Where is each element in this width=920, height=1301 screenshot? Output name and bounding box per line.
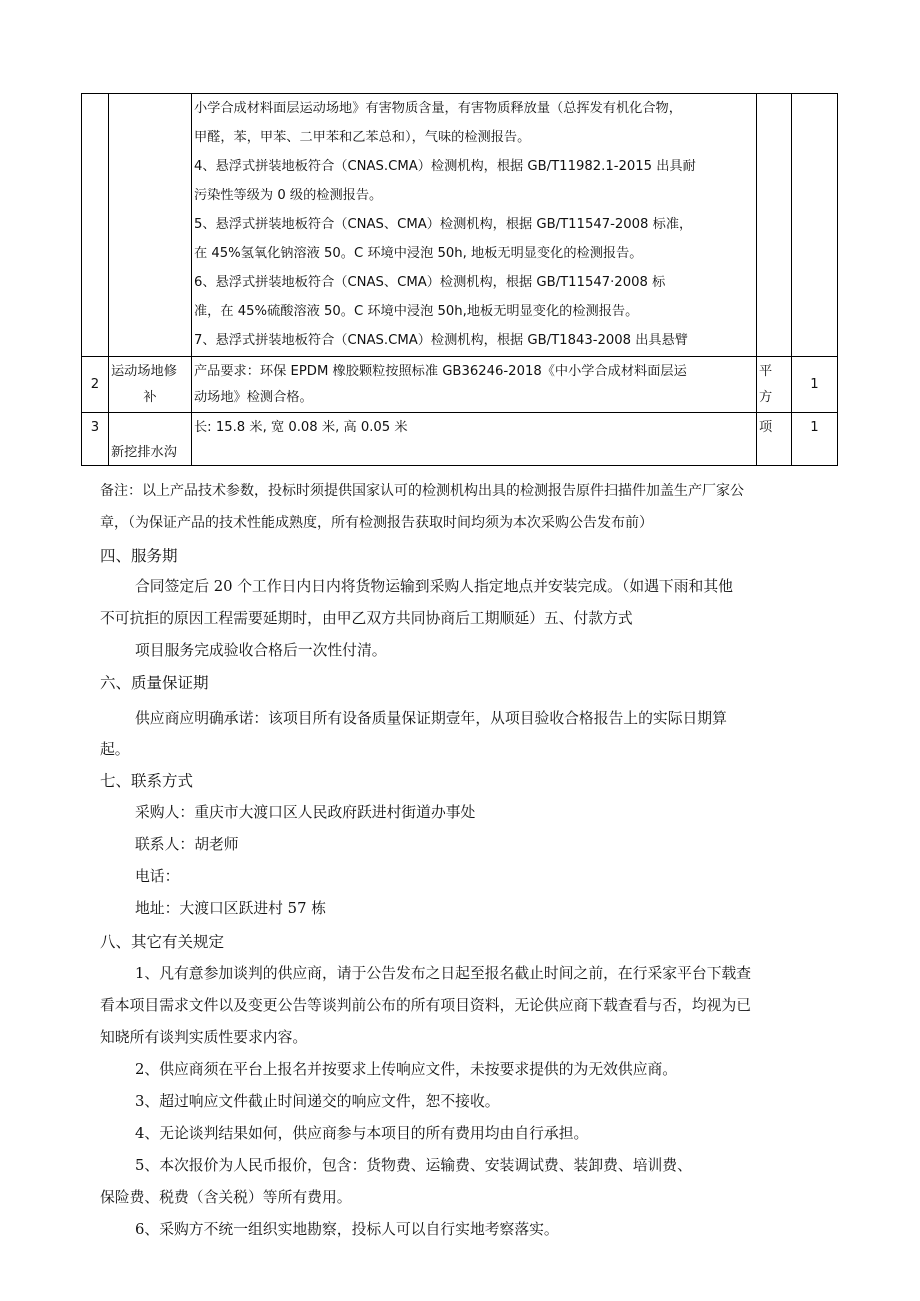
cell-unit: 项 <box>757 413 792 466</box>
spec-line: 在 45%氢氧化钠溶液 50。C 环境中浸泡 50h, 地板无明显变化的检测报告。 <box>194 246 643 261</box>
contact-address: 地址：大渡口区跃进村 57 栋 <box>135 900 327 917</box>
contact-buyer: 采购人：重庆市大渡口区人民政府跃进村街道办事处 <box>135 804 476 821</box>
cell-no: 3 <box>82 413 109 466</box>
section-title-contact: 七、联系方式 <box>100 772 194 790</box>
paragraph: 不可抗拒的原因工程需要延期时，由甲乙双方共同协商后工期顺延）五、付款方式 <box>100 610 633 627</box>
remark-line: 备注：以上产品技术参数，投标时须提供国家认可的检测机构出具的检测报告原件扫描件加盖生产厂家公 <box>100 483 744 499</box>
cell-name: 新挖排水沟 <box>109 413 192 466</box>
cell-unit <box>757 357 792 413</box>
remark-line: 章，（为保证产品的技术性能成熟度，所有检测报告获取时间均须为本次采购公告发布前） <box>100 515 653 531</box>
cell-no: 2 <box>82 357 109 413</box>
rule-item: 1、凡有意参加谈判的供应商，请于公告发布之日起至报名截止时间之前，在行采家平台下载查 <box>135 965 752 982</box>
unit-line: 平 <box>759 363 773 379</box>
rule-item: 看本项目需求文件以及变更公告等谈判前公布的所有项目资料，无论供应商下载查看与否，均视为已 <box>100 997 752 1014</box>
cell-qty <box>792 94 838 357</box>
paragraph: 供应商应明确承诺：该项目所有设备质量保证期壹年，从项目验收合格报告上的实际日期算 <box>135 710 727 727</box>
cell-no <box>82 94 109 357</box>
product-table <box>81 93 838 466</box>
paragraph: 项目服务完成验收合格后一次性付清。 <box>135 642 387 659</box>
rule-item: 知晓所有谈判实质性要求内容。 <box>100 1029 308 1046</box>
contact-person: 联系人：胡老师 <box>135 836 239 853</box>
paragraph: 起。 <box>100 741 130 758</box>
section-title-warranty: 六、质量保证期 <box>100 674 209 692</box>
table-row <box>82 357 838 413</box>
name-line: 补 <box>143 389 157 405</box>
cell-name <box>109 357 192 413</box>
spec-line: 6、悬浮式拼装地板符合（CNAS、CMA）检测机构，根据 GB/T11547·2008 标 <box>194 275 666 290</box>
section-title-service-period: 四、服务期 <box>100 547 178 565</box>
spec-line: 4、悬浮式拼装地板符合（CNAS.CMA）检测机构，根据 GB/T11982.1-2015 出具耐 <box>194 159 696 174</box>
spec-line: 7、悬浮式拼装地板符合（CNAS.CMA）检测机构，根据 GB/T1843-2008 出具悬臂 <box>194 333 688 348</box>
cell-unit <box>757 94 792 357</box>
table-row <box>82 94 838 357</box>
cell-qty: 1 <box>792 413 838 466</box>
cell-spec: 长: 15.8 米, 宽 0.08 米, 高 0.05 米 <box>192 413 757 466</box>
unit-line: 方 <box>759 389 773 405</box>
rule-item: 4、无论谈判结果如何，供应商参与本项目的所有费用均由自行承担。 <box>135 1125 589 1142</box>
rule-item: 3、超过响应文件截止时间递交的响应文件，恕不接收。 <box>135 1093 500 1110</box>
spec-line: 动场地》检测合格。 <box>194 389 313 405</box>
spec-line: 5、悬浮式拼装地板符合（CNAS、CMA）检测机构，根据 GB/T11547-2008 标准， <box>194 217 693 232</box>
remark-note <box>100 475 840 539</box>
spec-line: 准，在 45%硫酸溶液 50。C 环境中浸泡 50h,地板无明显变化的检测报告。 <box>194 304 639 319</box>
section-title-other-rules: 八、其它有关规定 <box>100 933 225 951</box>
paragraph: 合同签定后 20 个工作日内日内将货物运输到采购人指定地点并安装完成。（如遇下雨和其他 <box>135 578 733 595</box>
table-row <box>82 413 838 466</box>
spec-line: 甲醛，苯，甲苯、二甲苯和乙苯总和），气味的检测报告。 <box>194 130 531 145</box>
cell-spec <box>192 94 757 357</box>
cell-qty: 1 <box>792 357 838 413</box>
cell-name <box>109 94 192 357</box>
rule-item: 2、供应商须在平台上报名并按要求上传响应文件，未按要求提供的为无效供应商。 <box>135 1061 678 1078</box>
rule-item: 6、采购方不统一组织实地勘察，投标人可以自行实地考察落实。 <box>135 1221 559 1238</box>
name-line: 运动场地修 <box>111 363 177 379</box>
spec-line: 产品要求：环保 EPDM 橡胶颗粒按照标准 GB36246-2018《中小学合成材料面层运 <box>194 363 687 379</box>
contact-phone: 电话： <box>135 868 180 885</box>
spec-line: 污染性等级为 0 级的检测报告。 <box>194 188 383 203</box>
spec-line: 小学合成材料面层运动场地》有害物质含量，有害物质释放量（总挥发有机化合物， <box>194 101 682 116</box>
rule-item: 保险费、税费（含关税）等所有费用。 <box>100 1189 352 1206</box>
cell-spec <box>192 357 757 413</box>
rule-item: 5、本次报价为人民币报价，包含：货物费、运输费、安装调试费、装卸费、培训费、 <box>135 1157 692 1174</box>
